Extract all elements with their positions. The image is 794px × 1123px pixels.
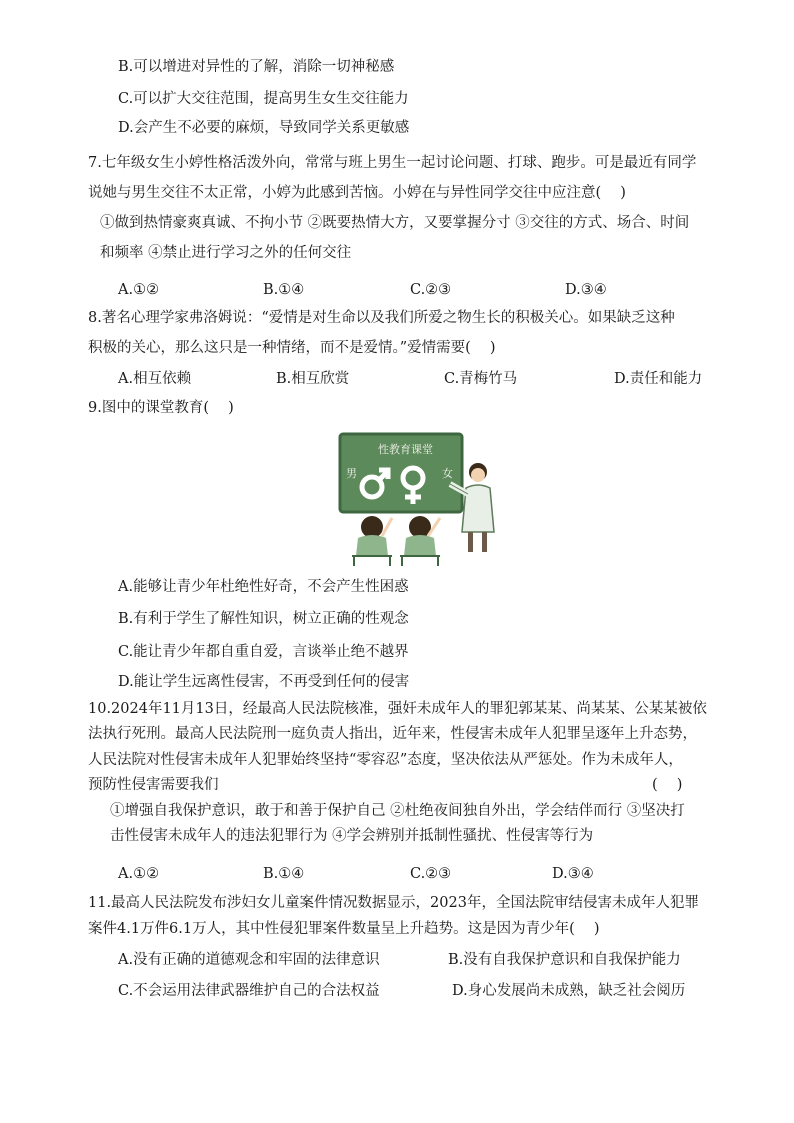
q8-option-b: B.相互欣赏 (276, 371, 350, 387)
q8-option-a: A.相互依赖 (118, 371, 192, 387)
q8-option-d: D.责任和能力 (614, 371, 703, 387)
q9-option-d: D.能让学生远离性侵害，不再受到任何的侵害 (118, 674, 410, 690)
q10-stem-line1: 10.2024年11月13日，经最高人民法院核准，强奸未成年人的罪犯郭某某、尚某某、公某某被依 (88, 701, 707, 717)
q7-option-d: D.③④ (565, 282, 607, 298)
q11-stem-line1: 11.最高人民法院发布涉妇女儿童案件情况数据显示，2023年，全国法院审结侵害未成年人犯罪 (88, 895, 699, 911)
q11-option-b: B.没有自我保护意识和自我保护能力 (448, 952, 681, 968)
q10-option-a: A.①② (118, 866, 160, 882)
q7-option-a: A.①② (118, 282, 160, 298)
q11-option-d: D.身心发展尚未成熟，缺乏社会阅历 (452, 983, 686, 999)
q7-stem-line1: 7.七年级女生小婷性格活泼外向，常常与班上男生一起讨论问题、打球、跑步。可是最近有同学 (88, 155, 697, 171)
student-left (356, 516, 392, 556)
q9-stem: 9.图中的课堂教育( ) (88, 400, 234, 416)
q10-answer-parentheses: ( ) (652, 777, 683, 793)
q7-stem-line2: 说她与男生交往不太正常，小婷为此感到苦恼。小婷在与异性同学交往中应注意( ) (88, 185, 626, 201)
q10-option-c: C.②③ (410, 866, 452, 882)
board-right-label: 女 (442, 467, 453, 480)
q11-option-c: C.不会运用法律武器维护自己的合法权益 (118, 983, 380, 999)
q9-option-b: B.有利于学生了解性知识，树立正确的性观念 (118, 611, 409, 627)
q10-stem-line4: 预防性侵害需要我们 (88, 777, 219, 793)
classroom-illustration (338, 432, 498, 568)
sex-education-classroom-image (338, 432, 498, 568)
q10-stem-line2: 法执行死刑。最高人民法院刑一庭负责人指出，近年来，性侵害未成年人犯罪呈逐年上升态势， (88, 726, 697, 742)
q6-option-c: C.可以扩大交往范围，提高男生女生交往能力 (118, 91, 409, 107)
board-title: 性教育课堂 (378, 443, 433, 456)
q10-items-line2: 击性侵害未成年人的违法犯罪行为 ④学会辨别并抵制性骚扰、性侵害等行为 (110, 828, 594, 844)
chairs (352, 556, 440, 566)
q8-stem-line1: 8.著名心理学家弗洛姆说：“爱情是对生命以及我们所爱之物生长的积极关心。如果缺乏这种 (88, 310, 675, 326)
q11-option-a: A.没有正确的道德观念和牢固的法律意识 (118, 952, 380, 968)
q7-items-line1: ①做到热情豪爽真诚、不拘小节 ②既要热情大方，又要掌握分寸 ③交往的方式、场合、时间 (100, 215, 690, 231)
q11-stem-line2: 案件4.1万件6.1万人，其中性侵犯罪案件数量呈上升趋势。这是因为青少年( ) (88, 921, 600, 937)
student-right (404, 516, 440, 556)
board-left-label: 男 (346, 467, 357, 480)
q7-option-c: C.②③ (410, 282, 452, 298)
q7-items-line2: 和频率 ④禁止进行学习之外的任何交往 (100, 245, 352, 261)
q8-option-c: C.青梅竹马 (444, 371, 518, 387)
q10-stem-line3: 人民法院对性侵害未成年人犯罪始终坚持“零容忍”态度，坚决依法从严惩处。作为未成年人， (88, 752, 683, 768)
q10-option-b: B.①④ (263, 866, 305, 882)
q6-option-d: D.会产生不必要的麻烦，导致同学关系更敏感 (118, 120, 410, 136)
q10-option-d: D.③④ (552, 866, 594, 882)
q7-option-b: B.①④ (263, 282, 305, 298)
q9-option-a: A.能够让青少年杜绝性好奇，不会产生性困惑 (118, 579, 409, 595)
q10-items-line1: ①增强自我保护意识，敢于和善于保护自己 ②杜绝夜间独自外出，学会结伴而行 ③坚决打 (110, 803, 685, 819)
q8-stem-line2: 积极的关心，那么这只是一种情绪，而不是爱情。”爱情需要( ) (88, 340, 496, 356)
q6-option-b: B.可以增进对异性的了解，消除一切神秘感 (118, 59, 395, 75)
q9-option-c: C.能让青少年都自重自爱，言谈举止绝不越界 (118, 644, 409, 660)
